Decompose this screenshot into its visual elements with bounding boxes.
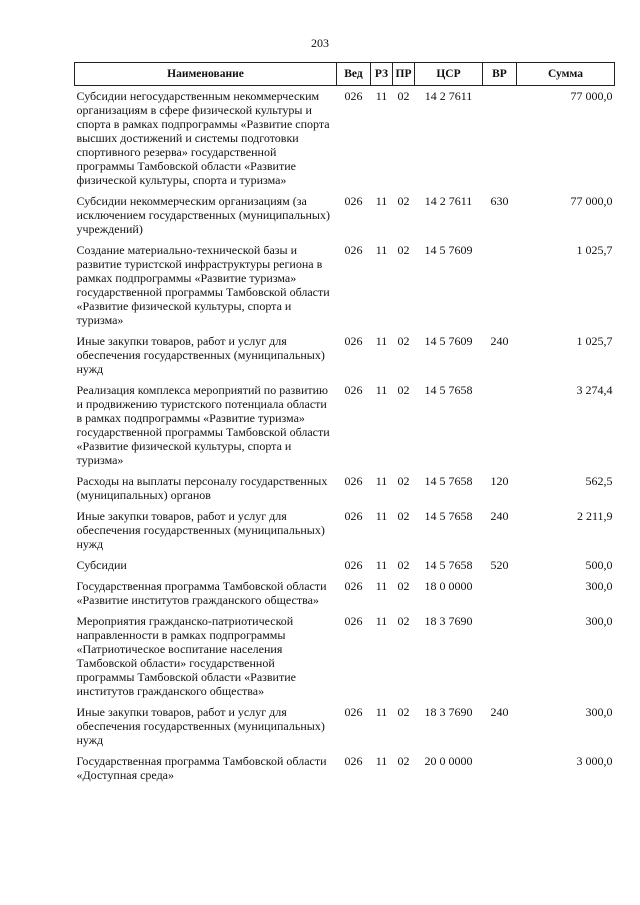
cell-pr: 02 bbox=[397, 89, 410, 103]
cell-rz: 11 bbox=[375, 89, 388, 103]
cell-vr bbox=[483, 240, 517, 331]
cell-name: Субсидии некоммерческим организациям (за исключением государственных (муниципальных) учреждений) bbox=[76, 194, 330, 236]
cell-sum: 2 211,9 bbox=[576, 509, 613, 523]
cell-name: Реализация комплекса мероприятий по развитию и продвижению туристского потенциала области в рамках подпрограммы «Развитие туризма» государственной программы Тамбовской области «Развитие физической культуры, спорта и туризма» bbox=[76, 383, 330, 467]
cell-rz: 11 bbox=[375, 509, 388, 523]
table-row bbox=[75, 611, 615, 702]
table-row bbox=[75, 331, 615, 380]
table-row bbox=[75, 86, 615, 192]
header-vr: ВР bbox=[483, 63, 517, 86]
cell-ved: 026 bbox=[344, 705, 363, 719]
cell-rz: 11 bbox=[375, 334, 388, 348]
cell-vr: 240 bbox=[490, 509, 509, 523]
table-row bbox=[75, 555, 615, 576]
budget-table bbox=[74, 62, 615, 786]
cell-name: Субсидии негосударственным некоммерческим организациям в сфере физической культуры и спорта в рамках подпрограммы «Развитие спорта высших достижений и системы подготовки спортивного резерва» государственной программы Тамбовской области «Развитие физической культуры, спорта и туризма» bbox=[76, 89, 330, 187]
cell-rz: 11 bbox=[375, 194, 388, 208]
cell-csr: 18 0 0000 bbox=[424, 579, 473, 593]
cell-vr: 630 bbox=[490, 194, 509, 208]
cell-vr: 520 bbox=[490, 558, 509, 572]
cell-pr: 02 bbox=[397, 579, 410, 593]
table-row bbox=[75, 702, 615, 751]
cell-vr: 240 bbox=[490, 705, 509, 719]
cell-pr: 02 bbox=[397, 474, 410, 488]
table-row bbox=[75, 191, 615, 240]
cell-rz: 11 bbox=[375, 614, 388, 628]
cell-vr bbox=[483, 611, 517, 702]
header-rz: РЗ bbox=[371, 63, 393, 86]
cell-rz: 11 bbox=[375, 705, 388, 719]
table-header bbox=[75, 63, 615, 86]
header-row bbox=[75, 63, 615, 86]
cell-sum: 3 274,4 bbox=[576, 383, 613, 397]
cell-ved: 026 bbox=[344, 334, 363, 348]
table-row bbox=[75, 471, 615, 506]
header-csr: ЦСР bbox=[415, 63, 483, 86]
table-row bbox=[75, 240, 615, 331]
cell-ved: 026 bbox=[344, 383, 363, 397]
cell-name: Субсидии bbox=[76, 558, 127, 572]
header-name: Наименование bbox=[75, 63, 337, 86]
header-ved: Вед bbox=[337, 63, 371, 86]
header-pr: ПР bbox=[393, 63, 415, 86]
cell-name: Государственная программа Тамбовской области «Развитие институтов гражданского общества» bbox=[76, 579, 327, 607]
cell-pr: 02 bbox=[397, 754, 410, 768]
cell-name: Иные закупки товаров, работ и услуг для обеспечения государственных (муниципальных) нужд bbox=[76, 334, 325, 376]
cell-vr bbox=[483, 576, 517, 611]
cell-ved: 026 bbox=[344, 754, 363, 768]
cell-ved: 026 bbox=[344, 474, 363, 488]
table-row bbox=[75, 506, 615, 555]
cell-ved: 026 bbox=[344, 509, 363, 523]
cell-vr bbox=[483, 380, 517, 471]
cell-name: Иные закупки товаров, работ и услуг для обеспечения государственных (муниципальных) нужд bbox=[76, 509, 325, 551]
cell-sum: 300,0 bbox=[585, 579, 613, 593]
cell-pr: 02 bbox=[397, 558, 410, 572]
cell-pr: 02 bbox=[397, 509, 410, 523]
cell-name: Иные закупки товаров, работ и услуг для обеспечения государственных (муниципальных) нужд bbox=[76, 705, 325, 747]
table-row bbox=[75, 380, 615, 471]
cell-pr: 02 bbox=[397, 383, 410, 397]
cell-csr: 14 2 7611 bbox=[424, 194, 473, 208]
cell-pr: 02 bbox=[397, 334, 410, 348]
cell-ved: 026 bbox=[344, 243, 363, 257]
cell-csr: 20 0 0000 bbox=[424, 754, 473, 768]
cell-csr: 18 3 7690 bbox=[424, 705, 473, 719]
cell-rz: 11 bbox=[375, 558, 388, 572]
cell-ved: 026 bbox=[344, 89, 363, 103]
cell-pr: 02 bbox=[397, 705, 410, 719]
table-row bbox=[75, 576, 615, 611]
table-body bbox=[75, 86, 615, 787]
cell-vr: 240 bbox=[490, 334, 509, 348]
cell-name: Создание материально-технической базы и развитие туристской инфраструктуры региона в рамках подпрограммы «Развитие туризма» государственной программы Тамбовской области «Развитие физической культуры, спорта и туризма» bbox=[76, 243, 330, 327]
cell-csr: 14 5 7658 bbox=[424, 509, 473, 523]
cell-csr: 14 5 7658 bbox=[424, 474, 473, 488]
cell-sum: 500,0 bbox=[585, 558, 613, 572]
cell-ved: 026 bbox=[344, 194, 363, 208]
cell-pr: 02 bbox=[397, 194, 410, 208]
cell-ved: 026 bbox=[344, 558, 363, 572]
cell-rz: 11 bbox=[375, 243, 388, 257]
cell-sum: 77 000,0 bbox=[570, 89, 613, 103]
cell-rz: 11 bbox=[375, 579, 388, 593]
cell-sum: 300,0 bbox=[585, 614, 613, 628]
cell-csr: 14 5 7609 bbox=[424, 243, 473, 257]
table-row bbox=[75, 751, 615, 786]
cell-vr: 120 bbox=[490, 474, 509, 488]
cell-csr: 14 2 7611 bbox=[424, 89, 473, 103]
cell-sum: 1 025,7 bbox=[576, 334, 613, 348]
cell-rz: 11 bbox=[375, 383, 388, 397]
cell-vr bbox=[483, 86, 517, 192]
cell-sum: 562,5 bbox=[585, 474, 613, 488]
cell-csr: 14 5 7609 bbox=[424, 334, 473, 348]
cell-name: Расходы на выплаты персоналу государственных (муниципальных) органов bbox=[76, 474, 328, 502]
header-sum: Сумма bbox=[517, 63, 615, 86]
cell-csr: 14 5 7658 bbox=[424, 558, 473, 572]
cell-csr: 14 5 7658 bbox=[424, 383, 473, 397]
cell-sum: 300,0 bbox=[585, 705, 613, 719]
cell-name: Государственная программа Тамбовской области «Доступная среда» bbox=[76, 754, 327, 782]
cell-rz: 11 bbox=[375, 754, 388, 768]
cell-sum: 1 025,7 bbox=[576, 243, 613, 257]
cell-pr: 02 bbox=[397, 614, 410, 628]
cell-vr bbox=[483, 751, 517, 786]
cell-sum: 77 000,0 bbox=[570, 194, 613, 208]
cell-pr: 02 bbox=[397, 243, 410, 257]
page-number: 203 bbox=[311, 36, 329, 50]
cell-rz: 11 bbox=[375, 474, 388, 488]
cell-ved: 026 bbox=[344, 614, 363, 628]
cell-csr: 18 3 7690 bbox=[424, 614, 473, 628]
cell-ved: 026 bbox=[344, 579, 363, 593]
cell-sum: 3 000,0 bbox=[576, 754, 613, 768]
cell-name: Мероприятия гражданско-патриотической направленности в рамках подпрограммы «Патриотическое воспитание населения Тамбовской области» государственной программы Тамбовской области «Развитие институтов гражданского общества» bbox=[76, 614, 296, 698]
